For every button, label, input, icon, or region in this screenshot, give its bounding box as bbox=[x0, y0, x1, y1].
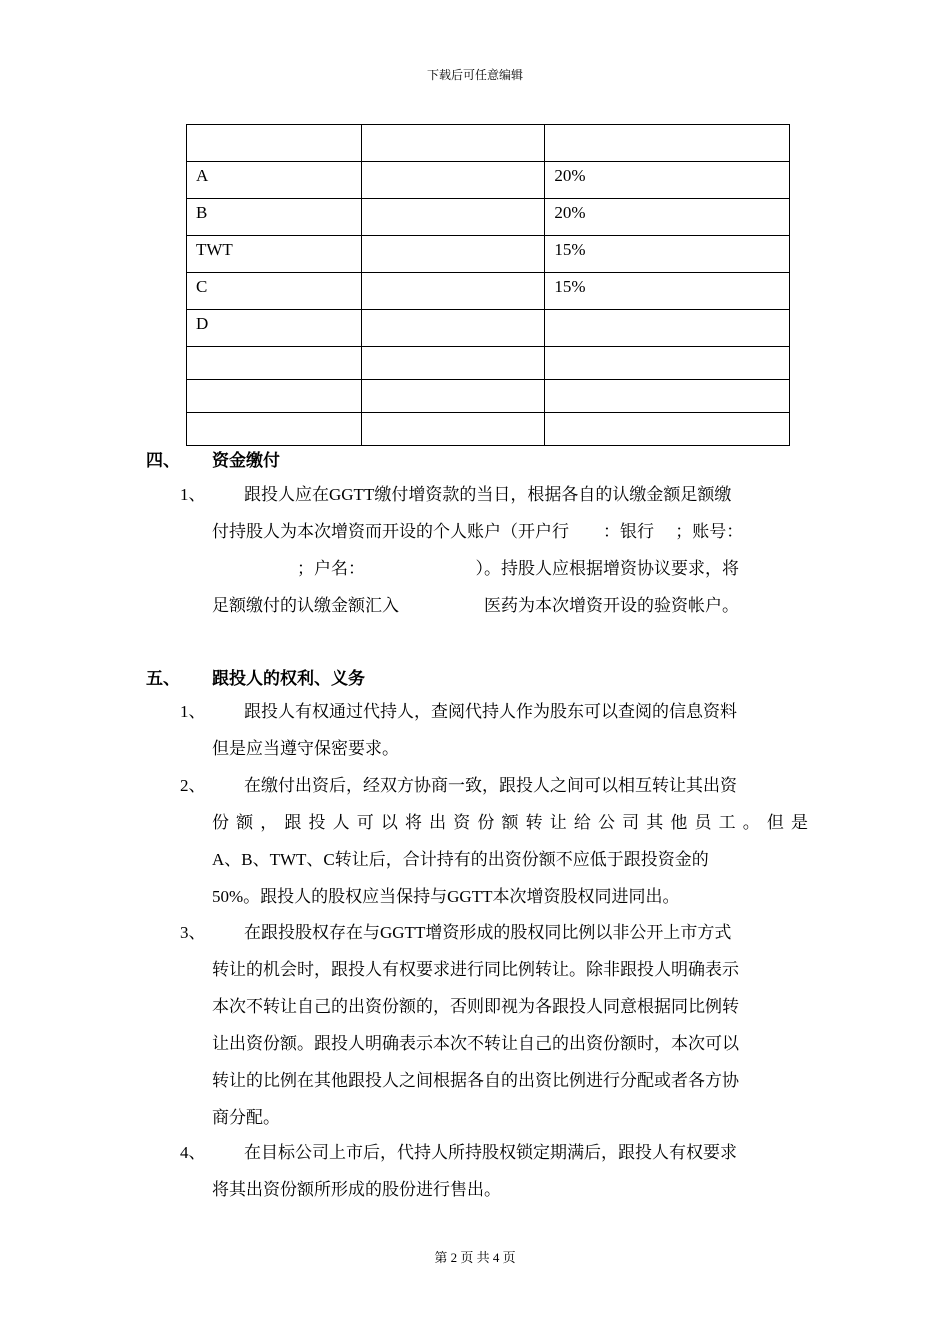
page-footer: 第 2 页 共 4 页 bbox=[434, 1250, 516, 1265]
table-row bbox=[187, 162, 790, 199]
table-cell: TWT bbox=[187, 236, 362, 273]
table-cell bbox=[545, 413, 790, 446]
item-number: 1、 bbox=[180, 702, 206, 721]
paragraph-line: 付持股人为本次增资而开设的个人账户（开户行 ：银行 ；账号： bbox=[212, 522, 744, 541]
paragraph-line: 让出资份额。跟投人明确表示本次不转让自己的出资份额时，本次可以 bbox=[212, 1034, 739, 1053]
paragraph-line: 转让的机会时，跟投人有权要求进行同比例转让。除非跟投人明确表示 bbox=[212, 960, 739, 979]
table-row bbox=[187, 199, 790, 236]
section-title: 跟投人的权利、义务 bbox=[212, 669, 365, 688]
table-cell bbox=[545, 310, 790, 347]
paragraph-line: 50%。跟投人的股权应当保持与GGTT本次增资股权同进同出。 bbox=[212, 887, 680, 906]
table-row bbox=[187, 310, 790, 347]
paragraph-line: 足额缴付的认缴金额汇入 医药为本次增资开设的验资帐户。 bbox=[212, 596, 739, 615]
table-cell: 15% bbox=[545, 273, 790, 310]
table-cell bbox=[545, 380, 790, 413]
table-cell bbox=[361, 273, 545, 310]
paragraph-line: 在目标公司上市后，代持人所持股权锁定期满后，跟投人有权要求 bbox=[244, 1143, 737, 1162]
table-row bbox=[187, 125, 790, 162]
paragraph-line: 在缴付出资后，经双方协商一致，跟投人之间可以相互转让其出资 bbox=[244, 776, 737, 795]
table-row bbox=[187, 236, 790, 273]
table-cell: C bbox=[187, 273, 362, 310]
paragraph-line: 将其出资份额所形成的股份进行售出。 bbox=[212, 1180, 501, 1199]
table-cell bbox=[187, 413, 362, 446]
paragraph-line: 转让的比例在其他跟投人之间根据各自的出资比例进行分配或者各方协 bbox=[212, 1071, 739, 1090]
paragraph-line: A、B、TWT、C转让后，合计持有的出资份额不应低于跟投资金的 bbox=[212, 850, 709, 869]
table-cell bbox=[361, 199, 545, 236]
paragraph-line: 本次不转让自己的出资份额的，否则即视为各跟投人同意根据同比例转 bbox=[212, 997, 739, 1016]
item-number: 3、 bbox=[180, 923, 206, 942]
table-row bbox=[187, 380, 790, 413]
paragraph-line: 商分配。 bbox=[212, 1108, 280, 1127]
table-cell: A bbox=[187, 162, 362, 199]
paragraph-line: 跟投人应在GGTT缴付增资款的当日，根据各自的认缴金额足额缴 bbox=[244, 485, 732, 504]
table-cell: 20% bbox=[545, 162, 790, 199]
section-number: 五、 bbox=[146, 669, 180, 688]
table-cell bbox=[361, 413, 545, 446]
paragraph-line: ；户名： ）。持股人应根据增资协议要求，将 bbox=[212, 559, 739, 578]
table-cell bbox=[361, 310, 545, 347]
table-cell bbox=[187, 347, 362, 380]
table-cell bbox=[545, 125, 790, 162]
page-header: 下载后可任意编辑 bbox=[426, 68, 523, 82]
table-cell: D bbox=[187, 310, 362, 347]
table-row bbox=[187, 347, 790, 380]
shareholding-table bbox=[186, 124, 790, 446]
table-cell bbox=[361, 125, 545, 162]
section-title: 资金缴付 bbox=[212, 451, 280, 470]
item-number: 2、 bbox=[180, 776, 206, 795]
table-cell bbox=[187, 380, 362, 413]
paragraph-line: 跟投人有权通过代持人，查阅代持人作为股东可以查阅的信息资料 bbox=[244, 702, 737, 721]
table-cell: 15% bbox=[545, 236, 790, 273]
table-cell: 20% bbox=[545, 199, 790, 236]
table-cell: B bbox=[187, 199, 362, 236]
paragraph-line: 在跟投股权存在与GGTT增资形成的股权同比例以非公开上市方式 bbox=[244, 923, 732, 942]
table-cell bbox=[187, 125, 362, 162]
item-number: 1、 bbox=[180, 485, 206, 504]
table-cell bbox=[361, 347, 545, 380]
table-cell bbox=[545, 347, 790, 380]
paragraph-line: 但是应当遵守保密要求。 bbox=[212, 739, 399, 758]
section-number: 四、 bbox=[146, 451, 180, 470]
table-cell bbox=[361, 236, 545, 273]
table-row bbox=[187, 413, 790, 446]
paragraph-line: 份额，跟投人可以将出资份额转让给公司其他员工。但是 bbox=[212, 813, 808, 832]
table-cell bbox=[361, 162, 545, 199]
table-cell bbox=[361, 380, 545, 413]
table-row bbox=[187, 273, 790, 310]
item-number: 4、 bbox=[180, 1143, 206, 1162]
